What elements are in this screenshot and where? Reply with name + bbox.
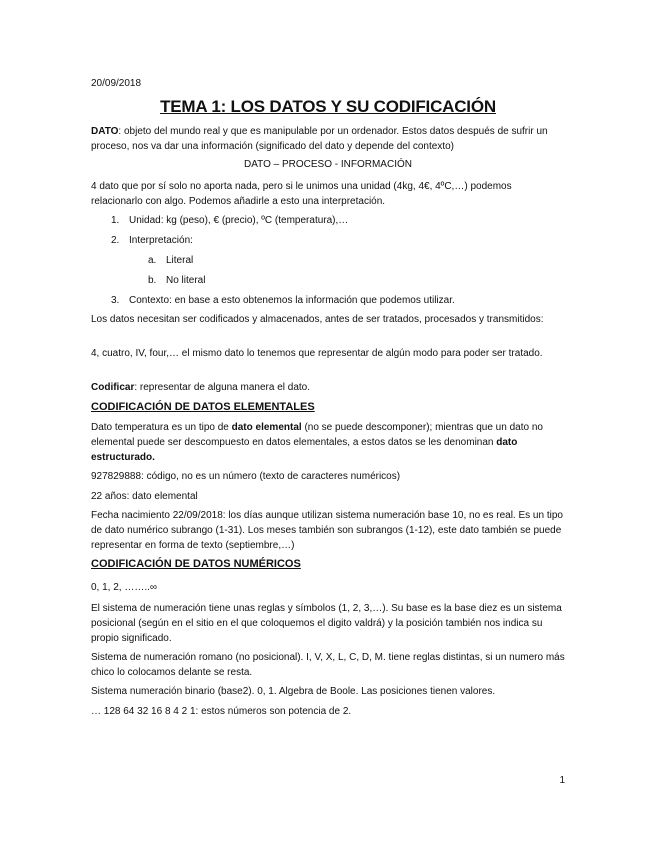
paragraph-cuatro: 4, cuatro, IV, four,… el mismo dato lo tenemos que representar de algún modo para poder ser tratado.	[91, 348, 543, 359]
temp-text-2: (no se puede descomponer); mientras que un dato no elemental puede ser descompuesto en datos elementales, a estos datos se les denominan	[91, 422, 543, 448]
list-text: Interpretación:	[129, 235, 193, 246]
list-number: 3.	[111, 295, 120, 306]
list-text: Unidad: kg (peso), € (precio), ºC (temperatura),…	[129, 215, 349, 226]
codificar-definition	[91, 380, 565, 395]
page-title: TEMA 1: LOS DATOS Y SU CODIFICACIÓN	[160, 97, 496, 116]
dato-flow: DATO – PROCESO - INFORMACIÓN	[244, 159, 412, 170]
paragraph-romano: Sistema de numeración romano (no posicional). I, V, X, L, C, D, M. tiene reglas distintas, si un numero más chico lo colocamos delante se resta.	[91, 652, 565, 678]
paragraph-age: 22 años: dato elemental	[91, 491, 198, 502]
dato-text: : objeto del mundo real y que es manipulable por un ordenador. Estos datos después de sufrir un proceso, nos va dar una información (significado del dato y depende del contexto)	[91, 126, 548, 152]
list-number: 1.	[111, 215, 120, 226]
page-number: 1	[559, 775, 565, 786]
document-date: 20/09/2018	[91, 78, 142, 89]
codificar-text: : representar de alguna manera el dato.	[134, 382, 311, 393]
list-text: Literal	[166, 255, 194, 266]
list-item-2	[111, 233, 193, 248]
paragraph-potencias: … 128 64 32 16 8 4 2 1: estos números son potencia de 2.	[91, 706, 352, 717]
list-number: 2.	[111, 235, 120, 246]
paragraph-fecha: Fecha nacimiento 22/09/2018: los días aunque utilizan sistema numeración base 10, no es real. Es un tipo de dato numérico subrango (1-31). Los meses también son subrangos (1-12), este dato también se puede representar en forma de texto (septiembre,…)	[91, 510, 563, 551]
paragraph-phone: 927829888: código, no es un número (texto de caracteres numéricos)	[91, 471, 401, 482]
paragraph-codificados: Los datos necesitan ser codificados y almacenados, antes de ser tratados, procesados y transmitidos:	[91, 314, 544, 325]
temp-text-1: Dato temperatura es un tipo de	[91, 422, 232, 433]
list-item-3	[111, 293, 455, 308]
list-letter: a.	[148, 255, 157, 266]
dato-term: DATO	[91, 126, 119, 137]
section-heading-elementales: CODIFICACIÓN DE DATOS ELEMENTALES	[91, 401, 315, 413]
codificar-term: Codificar	[91, 382, 135, 393]
temp-bold-1: dato elemental	[231, 422, 302, 433]
list-letter: b.	[148, 275, 157, 286]
section-heading-numericos: CODIFICACIÓN DE DATOS NUMÉRICOS	[91, 558, 301, 570]
paragraph-sistema: El sistema de numeración tiene unas reglas y símbolos (1, 2, 3,…). Su base es la base diez es un sistema posicional (según en el sitio en el que coloquemos el digito valdrá) y la posición también nos indica su propio significado.	[91, 603, 562, 644]
paragraph-temperatura	[91, 420, 565, 465]
list-text: Contexto: en base a esto obtenemos la información que podemos utilizar.	[129, 295, 455, 306]
paragraph-binario: Sistema numeración binario (base2). 0, 1. Algebra de Boole. Las posiciones tienen valores.	[91, 686, 496, 697]
dato-definition	[91, 124, 565, 154]
list-item-b	[148, 273, 205, 288]
paragraph-sequence: 0, 1, 2, ……..∞	[91, 582, 158, 593]
temp-bold-2: dato estructurado.	[91, 437, 518, 463]
list-item-1	[111, 213, 348, 228]
list-item-a	[148, 253, 193, 268]
paragraph-4-dato: 4 dato que por sí solo no aporta nada, pero si le unimos una unidad (4kg, 4€, 4ºC,…) podemos relacionarlo con algo. Podemos añadirle a esto una interpretación.	[91, 181, 512, 207]
list-text: No literal	[166, 275, 206, 286]
